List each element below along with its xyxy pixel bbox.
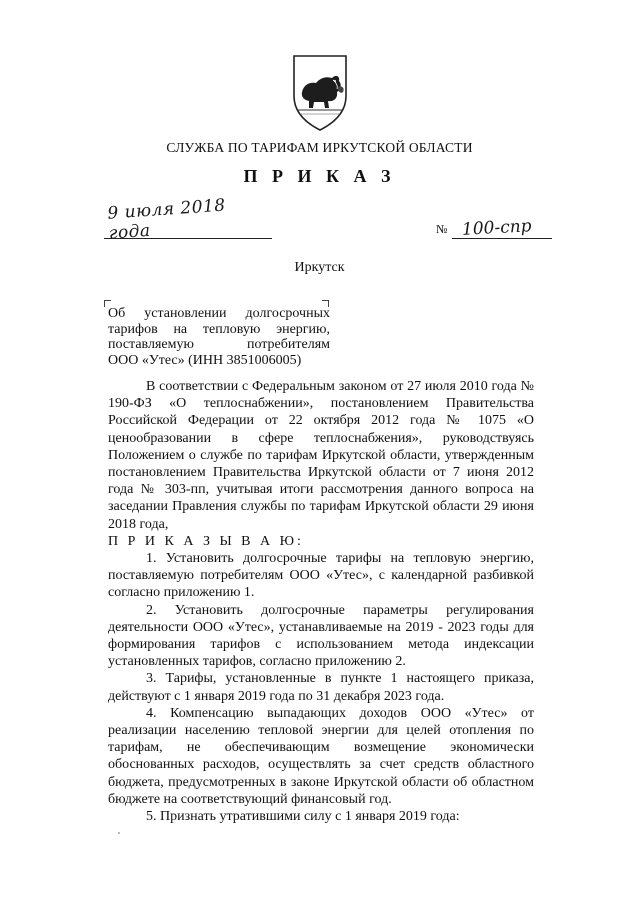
scan-speck (118, 832, 120, 834)
handwritten-number: 100-спр (461, 216, 533, 240)
subject-line: Об установлении долгосрочных (108, 306, 330, 321)
document-title: П Р И К А З (243, 166, 396, 186)
order-item-4: 4. Компенсацию выпадающих доходов ООО «Утес» от реализации населению тепловой энергии для целей отопления по тарифам, не обеспечивающим возмещение экономически обоснованных расходов, осуществлять за счет средств областного бюджета, предусмотренных в законе Иркутской области об областном бюджете на соответствующий финансовый год. (108, 705, 534, 807)
order-item-5: 5. Признать утратившими силу с 1 января 2019 года: (146, 809, 460, 825)
number-sign: № (436, 222, 448, 236)
irkutsk-coat-of-arms-icon (288, 52, 352, 132)
handwritten-date: 9 июля 2018 года (106, 195, 227, 244)
subject-line: ООО «Утес» (ИНН 3851006005) (108, 352, 302, 368)
subject-line: поставляемую потребителям (108, 337, 330, 352)
order-item-1: 1. Установить долгосрочные тарифы на тепловую энергию, поставляемую потребителям ООО «Утес», с календарной разбивкой согласно приложению 1. (108, 551, 534, 601)
date-field (104, 195, 272, 244)
number-field (452, 216, 552, 239)
order-item-2: 2. Установить долгосрочные параметры регулирования деятельности ООО «Утес», устанавливаемые на 2019 - 2023 годы для формирования тарифов с использованием метода индексации установленных тарифов, согласно приложению 2. (108, 602, 534, 670)
order-word: П Р И К А З Ы В А Ю: (108, 533, 304, 549)
city-name: Иркутск (294, 260, 345, 275)
order-item-3: 3. Тарифы, установленные в пункте 1 настоящего приказа, действуют с 1 января 2019 года по 31 декабря 2023 года. (108, 671, 534, 704)
subject-line: тарифов на тепловую энергию, (108, 321, 330, 337)
agency-name: СЛУЖБА ПО ТАРИФАМ ИРКУТСКОЙ ОБЛАСТИ (166, 140, 473, 155)
subject-block (108, 306, 330, 368)
document-body (108, 378, 534, 825)
preamble-paragraph: В соответствии с Федеральным законом от 27 июля 2010 года № 190-ФЗ «О теплоснабжении», постановлением Правительства Российской Федерации от 22 октября 2012 года № 1075 «О ценообразовании в сфере теплоснабжения», руководствуясь Положением о службе по тарифам Иркутской области, утвержденным постановлением Правительства Иркутской области от 7 июня 2012 года № 303-пп, учитывая итоги рассмотрения данного вопроса на заседании Правления службы по тарифам Иркутской области 29 июня 2018 года, (108, 379, 534, 532)
